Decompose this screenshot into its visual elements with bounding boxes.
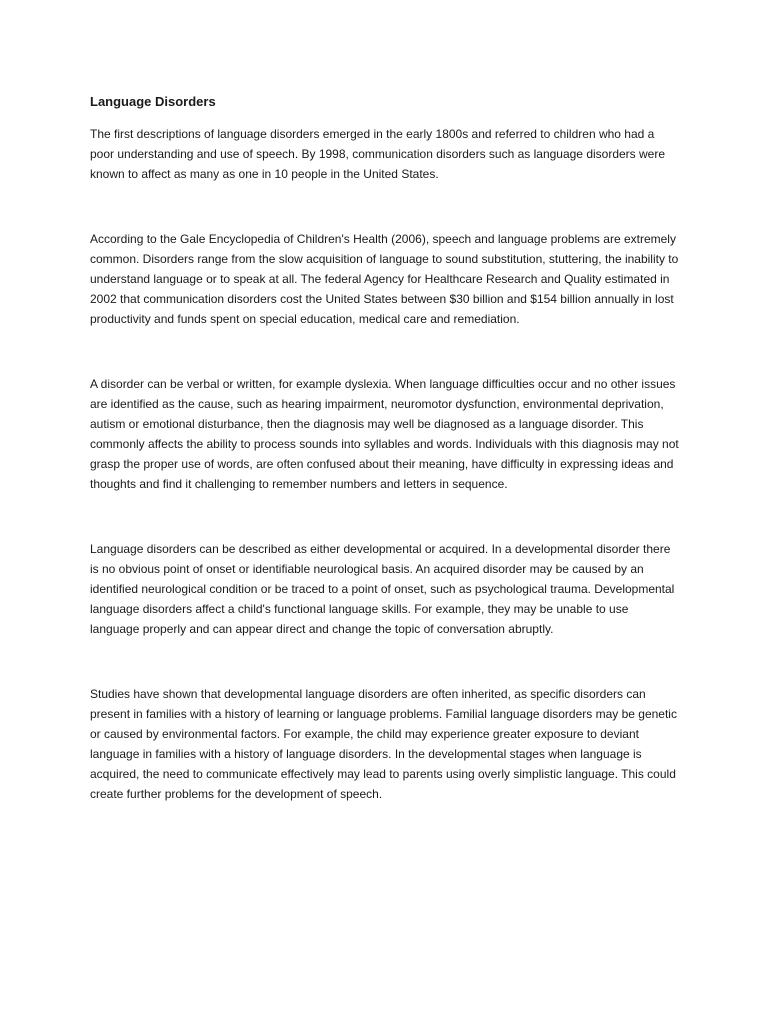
document-body — [90, 92, 680, 804]
paragraph-prevalence: According to the Gale Encyclopedia of Children's Health (2006), speech and language problems are extremely common. Disorders range from the slow acquisition of language to sound substitution, stuttering, the inability to understand language or to speak at all. The federal Agency for Healthcare Research and Quality estimated in 2002 that communication disorders cost the United States between $30 billion and $154 billion annually in lost productivity and funds spent on special education, medical care and remediation. — [90, 232, 679, 326]
document-title: Language Disorders — [90, 94, 216, 109]
paragraph-definition: A disorder can be verbal or written, for example dyslexia. When language difficulties occur and no other issues are identified as the cause, such as hearing impairment, neuromotor dysfunction, environmental deprivation, autism or emotional disturbance, then the diagnosis may well be diagnosed as a language disorder. This commonly affects the ability to process sounds into syllables and words. Individuals with this diagnosis may not grasp the proper use of words, are often confused about their meaning, have difficulty in expressing ideas and thoughts and find it challenging to remember numbers and letters in sequence. — [90, 377, 679, 491]
paragraph-inheritance: Studies have shown that developmental language disorders are often inherited, as specific disorders can present in families with a history of learning or language problems. Familial language disorders may be genetic or caused by environmental factors. For example, the child may experience greater exposure to deviant language in families with a history of language disorders. In the developmental stages when language is acquired, the need to communicate effectively may lead to parents using overly simplistic language. This could create further problems for the development of speech. — [90, 687, 677, 801]
paragraph-history: The first descriptions of language disorders emerged in the early 1800s and referred to children who had a poor understanding and use of speech. By 1998, communication disorders such as language disorders were known to affect as many as one in 10 people in the United States. — [90, 127, 666, 181]
paragraph-types: Language disorders can be described as either developmental or acquired. In a developmental disorder there is no obvious point of onset or identifiable neurological basis. An acquired disorder may be caused by an identified neurological condition or be traced to a point of onset, such as psychological trauma. Developmental language disorders affect a child's functional language skills. For example, they may be unable to use language properly and can appear direct and change the topic of conversation abruptly. — [90, 542, 675, 636]
